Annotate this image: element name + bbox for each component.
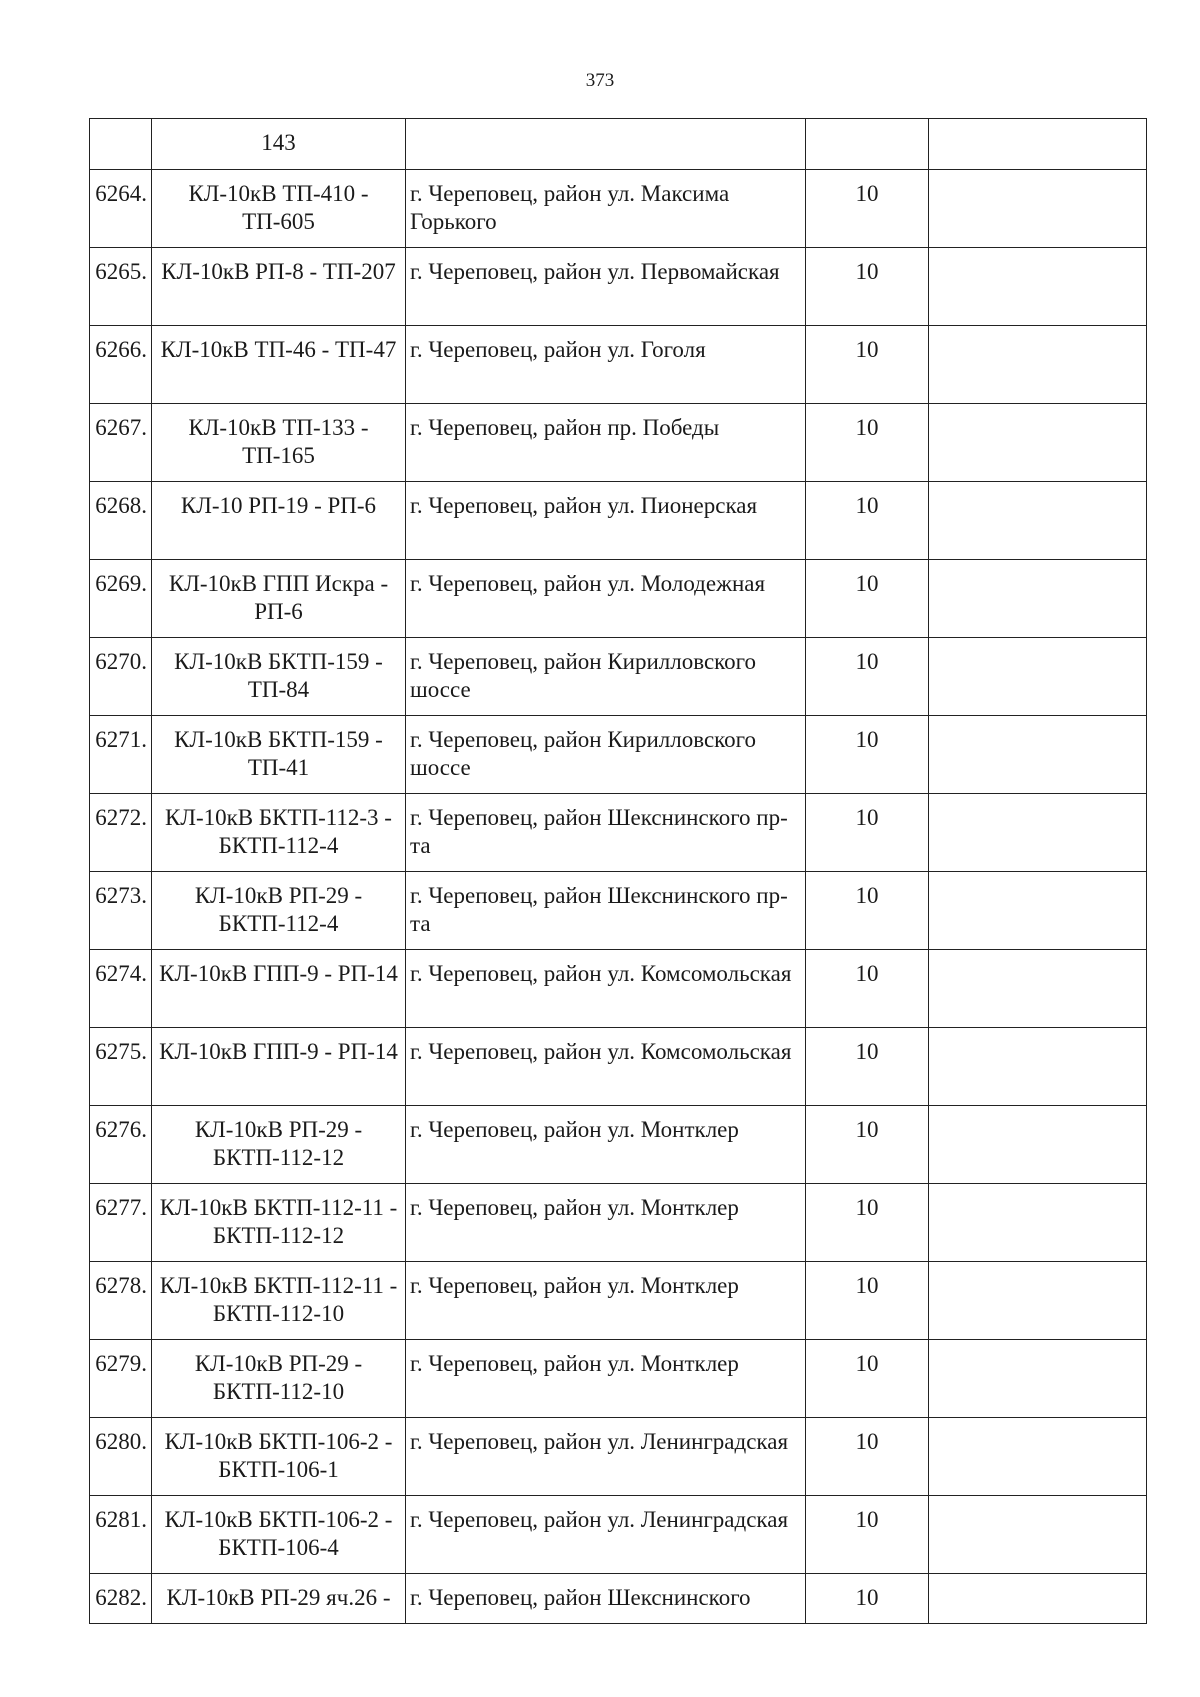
location-cell: г. Череповец, район ул. Комсомольская <box>406 1028 806 1106</box>
line-name-cell: КЛ-10кВ РП-29 - БКТП-112-4 <box>152 872 406 950</box>
extra-cell <box>929 638 1147 716</box>
table-row <box>90 1418 1147 1496</box>
extra-cell <box>929 1106 1147 1184</box>
line-name-cell: 143 <box>152 119 406 170</box>
row-number-cell: 6270. <box>90 638 152 716</box>
table-row <box>90 1184 1147 1262</box>
voltage-cell: 10 <box>806 482 929 560</box>
extra-cell <box>929 170 1147 248</box>
voltage-cell: 10 <box>806 326 929 404</box>
row-number-cell: 6277. <box>90 1184 152 1262</box>
row-number-cell: 6267. <box>90 404 152 482</box>
line-name-cell: КЛ-10кВ РП-29 - БКТП-112-12 <box>152 1106 406 1184</box>
voltage-cell: 10 <box>806 638 929 716</box>
location-cell: г. Череповец, район ул. Ленинградская <box>406 1496 806 1574</box>
line-name-cell: КЛ-10кВ ТП-46 - ТП-47 <box>152 326 406 404</box>
row-number-cell: 6273. <box>90 872 152 950</box>
location-cell: г. Череповец, район ул. Максима Горького <box>406 170 806 248</box>
extra-cell <box>929 404 1147 482</box>
extra-cell <box>929 560 1147 638</box>
table-row <box>90 1028 1147 1106</box>
line-name-cell: КЛ-10кВ БКТП-112-11 - БКТП-112-12 <box>152 1184 406 1262</box>
cable-line-registry-table <box>89 118 1147 1624</box>
line-name-cell: КЛ-10кВ БКТП-159 - ТП-41 <box>152 716 406 794</box>
extra-cell <box>929 1574 1147 1624</box>
row-number-cell: 6276. <box>90 1106 152 1184</box>
row-number-cell: 6281. <box>90 1496 152 1574</box>
voltage-cell: 10 <box>806 794 929 872</box>
voltage-cell: 10 <box>806 872 929 950</box>
voltage-cell: 10 <box>806 170 929 248</box>
table-row <box>90 482 1147 560</box>
voltage-cell: 10 <box>806 716 929 794</box>
row-number-cell: 6265. <box>90 248 152 326</box>
line-name-cell: КЛ-10кВ ГПП-9 - РП-14 <box>152 950 406 1028</box>
extra-cell <box>929 1028 1147 1106</box>
voltage-cell: 10 <box>806 560 929 638</box>
line-name-cell: КЛ-10кВ ТП-410 - ТП-605 <box>152 170 406 248</box>
extra-cell <box>929 950 1147 1028</box>
line-name-cell: КЛ-10кВ ГПП Искра - РП-6 <box>152 560 406 638</box>
table-row <box>90 1262 1147 1340</box>
row-number-cell: 6264. <box>90 170 152 248</box>
extra-cell <box>929 1262 1147 1340</box>
location-cell: г. Череповец, район ул. Комсомольская <box>406 950 806 1028</box>
table-row <box>90 638 1147 716</box>
location-cell: г. Череповец, район Шекснинского пр-та <box>406 872 806 950</box>
row-number-cell: 6272. <box>90 794 152 872</box>
extra-cell <box>929 326 1147 404</box>
page-number: 373 <box>585 70 615 91</box>
voltage-cell: 10 <box>806 1340 929 1418</box>
extra-cell <box>929 716 1147 794</box>
table-row <box>90 326 1147 404</box>
row-number-cell: 6278. <box>90 1262 152 1340</box>
row-number-cell: 6282. <box>90 1574 152 1624</box>
location-cell: г. Череповец, район ул. Пионерская <box>406 482 806 560</box>
extra-cell <box>929 1184 1147 1262</box>
extra-cell <box>929 794 1147 872</box>
extra-cell <box>929 1418 1147 1496</box>
line-name-cell: КЛ-10кВ БКТП-112-11 - БКТП-112-10 <box>152 1262 406 1340</box>
row-number-cell: 6279. <box>90 1340 152 1418</box>
line-name-cell: КЛ-10кВ РП-29 - БКТП-112-10 <box>152 1340 406 1418</box>
voltage-cell: 10 <box>806 1496 929 1574</box>
line-name-cell: КЛ-10кВ РП-29 яч.26 - <box>152 1574 406 1624</box>
voltage-cell <box>806 119 929 170</box>
line-name-cell: КЛ-10кВ ГПП-9 - РП-14 <box>152 1028 406 1106</box>
line-name-cell: КЛ-10кВ РП-8 - ТП-207 <box>152 248 406 326</box>
table-row-continuation <box>90 119 1147 170</box>
location-cell <box>406 119 806 170</box>
line-name-cell: КЛ-10кВ БКТП-106-2 - БКТП-106-1 <box>152 1418 406 1496</box>
table-row <box>90 404 1147 482</box>
row-number-cell: 6275. <box>90 1028 152 1106</box>
table-row <box>90 794 1147 872</box>
table-row <box>90 560 1147 638</box>
voltage-cell: 10 <box>806 1184 929 1262</box>
row-number-cell: 6271. <box>90 716 152 794</box>
extra-cell <box>929 1496 1147 1574</box>
line-name-cell: КЛ-10кВ БКТП-106-2 - БКТП-106-4 <box>152 1496 406 1574</box>
location-cell: г. Череповец, район Шекснинского <box>406 1574 806 1624</box>
table-row <box>90 950 1147 1028</box>
voltage-cell: 10 <box>806 1574 929 1624</box>
row-number-cell: 6274. <box>90 950 152 1028</box>
table-row <box>90 1496 1147 1574</box>
table-row <box>90 716 1147 794</box>
table-row <box>90 1340 1147 1418</box>
voltage-cell: 10 <box>806 1028 929 1106</box>
row-number-cell: 6280. <box>90 1418 152 1496</box>
location-cell: г. Череповец, район пр. Победы <box>406 404 806 482</box>
location-cell: г. Череповец, район ул. Монтклер <box>406 1184 806 1262</box>
extra-cell <box>929 482 1147 560</box>
table-row-last <box>90 1574 1147 1624</box>
registry-table-body <box>90 119 1147 1624</box>
voltage-cell: 10 <box>806 950 929 1028</box>
row-number-cell: 6268. <box>90 482 152 560</box>
table-row <box>90 1106 1147 1184</box>
row-number-cell: 6269. <box>90 560 152 638</box>
voltage-cell: 10 <box>806 1418 929 1496</box>
location-cell: г. Череповец, район ул. Монтклер <box>406 1262 806 1340</box>
table-row <box>90 872 1147 950</box>
location-cell: г. Череповец, район ул. Ленинградская <box>406 1418 806 1496</box>
location-cell: г. Череповец, район ул. Монтклер <box>406 1340 806 1418</box>
location-cell: г. Череповец, район ул. Первомайская <box>406 248 806 326</box>
line-name-cell: КЛ-10 РП-19 - РП-6 <box>152 482 406 560</box>
extra-cell <box>929 248 1147 326</box>
voltage-cell: 10 <box>806 1262 929 1340</box>
location-cell: г. Череповец, район Шекснинского пр-та <box>406 794 806 872</box>
extra-cell <box>929 1340 1147 1418</box>
extra-cell <box>929 119 1147 170</box>
location-cell: г. Череповец, район ул. Монтклер <box>406 1106 806 1184</box>
voltage-cell: 10 <box>806 1106 929 1184</box>
line-name-cell: КЛ-10кВ ТП-133 - ТП-165 <box>152 404 406 482</box>
location-cell: г. Череповец, район ул. Гоголя <box>406 326 806 404</box>
extra-cell <box>929 872 1147 950</box>
table-row <box>90 170 1147 248</box>
line-name-cell: КЛ-10кВ БКТП-112-3 - БКТП-112-4 <box>152 794 406 872</box>
line-name-cell: КЛ-10кВ БКТП-159 - ТП-84 <box>152 638 406 716</box>
location-cell: г. Череповец, район Кирилловского шоссе <box>406 716 806 794</box>
table-row <box>90 248 1147 326</box>
voltage-cell: 10 <box>806 248 929 326</box>
voltage-cell: 10 <box>806 404 929 482</box>
row-number-cell: 6266. <box>90 326 152 404</box>
row-number-cell <box>90 119 152 170</box>
location-cell: г. Череповец, район Кирилловского шоссе <box>406 638 806 716</box>
location-cell: г. Череповец, район ул. Молодежная <box>406 560 806 638</box>
